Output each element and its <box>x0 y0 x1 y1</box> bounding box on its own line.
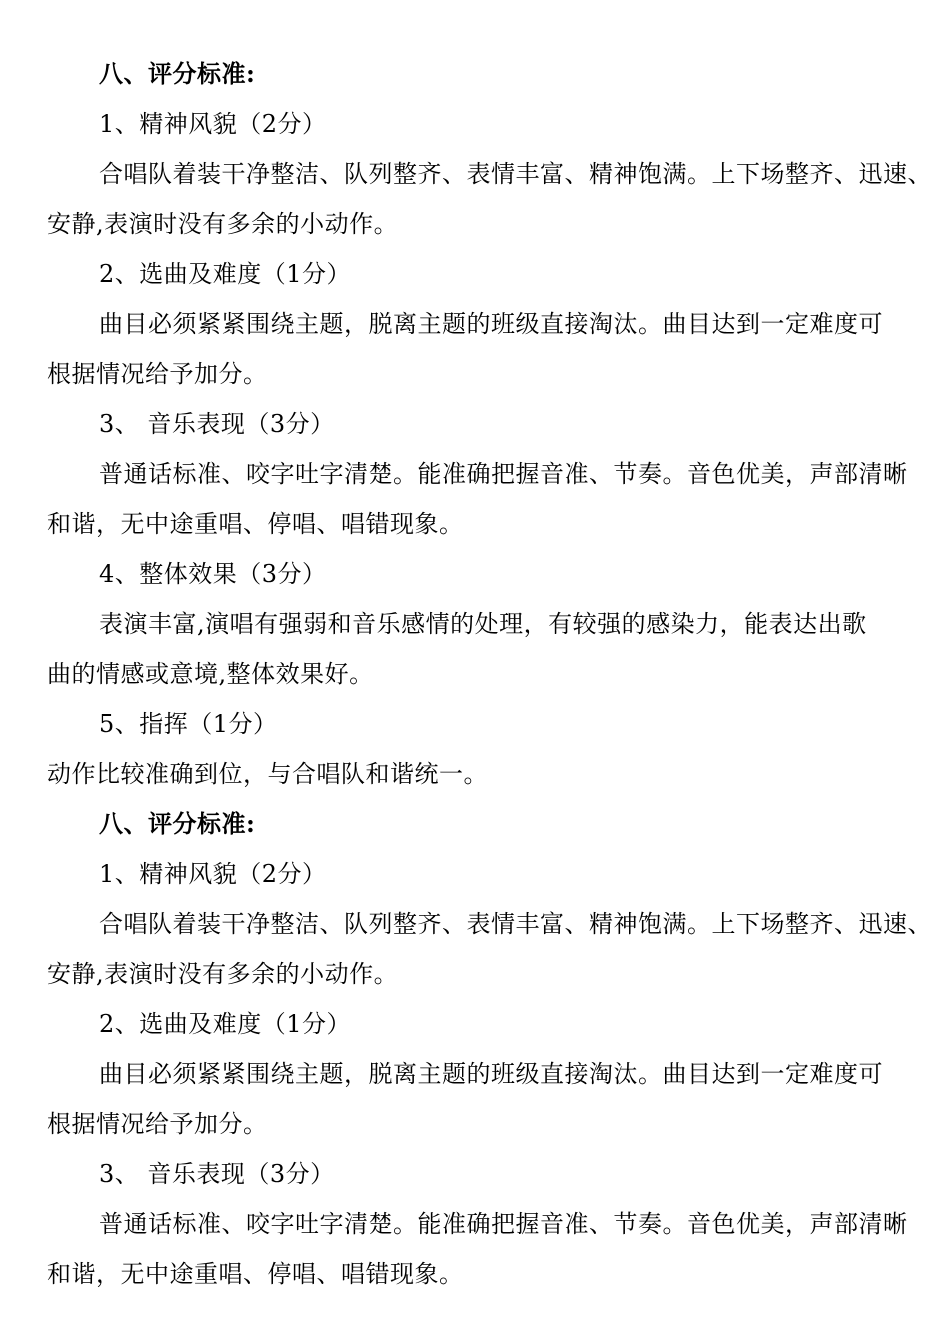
paragraph-line: 和谐，无中途重唱、停唱、唱错现象。 <box>47 1260 464 1288</box>
item-title: 1、精神风貌（2分） <box>99 860 327 888</box>
paragraph-line: 表演丰富,演唱有强弱和音乐感情的处理，有较强的感染力，能表达出歌 <box>99 610 867 638</box>
paragraph-line: 曲目必须紧紧围绕主题，脱离主题的班级直接淘汰。曲目达到一定难度可 <box>99 310 883 338</box>
item-title: 2、选曲及难度（1分） <box>99 1010 352 1038</box>
paragraph-line: 安静,表演时没有多余的小动作。 <box>47 960 399 988</box>
item-title: 4、整体效果（3分） <box>99 560 327 588</box>
item-title: 3、 音乐表现（3分） <box>99 410 335 438</box>
paragraph-line: 合唱队着装干净整洁、队列整齐、表情丰富、精神饱满。上下场整齐、迅速、 <box>99 910 932 938</box>
paragraph-line: 普通话标准、咬字吐字清楚。能准确把握音准、节奏。音色优美，声部清晰 <box>99 460 908 488</box>
paragraph-line: 和谐，无中途重唱、停唱、唱错现象。 <box>47 510 464 538</box>
item-title: 1、精神风貌（2分） <box>99 110 327 138</box>
paragraph-line: 曲目必须紧紧围绕主题，脱离主题的班级直接淘汰。曲目达到一定难度可 <box>99 1060 883 1088</box>
section-heading: 八、评分标准: <box>99 809 256 838</box>
item-title: 2、选曲及难度（1分） <box>99 260 352 288</box>
paragraph-line: 曲的情感或意境,整体效果好。 <box>47 660 374 688</box>
paragraph-line: 根据情况给予加分。 <box>47 360 268 388</box>
section-heading: 八、评分标准: <box>99 59 256 88</box>
item-title: 5、指挥（1分） <box>99 710 278 738</box>
item-title: 3、 音乐表现（3分） <box>99 1160 335 1188</box>
document-page <box>0 49 950 1299</box>
paragraph-line: 普通话标准、咬字吐字清楚。能准确把握音准、节奏。音色优美，声部清晰 <box>99 1210 908 1238</box>
paragraph-line: 根据情况给予加分。 <box>47 1110 268 1138</box>
paragraph-line: 合唱队着装干净整洁、队列整齐、表情丰富、精神饱满。上下场整齐、迅速、 <box>99 160 932 188</box>
paragraph-line: 安静,表演时没有多余的小动作。 <box>47 210 399 238</box>
paragraph-line: 动作比较准确到位，与合唱队和谐统一。 <box>47 760 488 788</box>
